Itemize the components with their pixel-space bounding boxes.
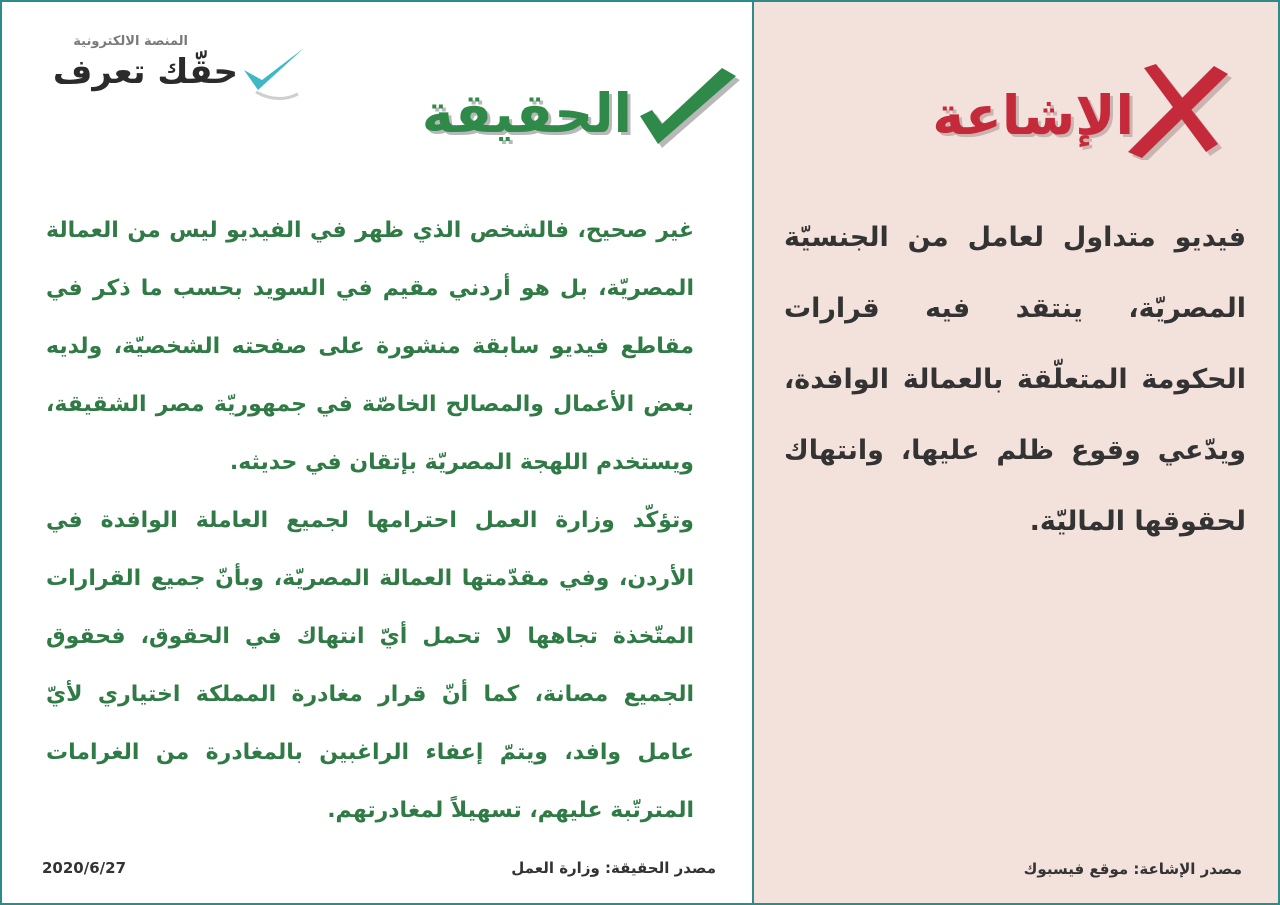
rumor-heading: الإشاعة xyxy=(932,84,1134,147)
rumor-panel xyxy=(752,2,1280,903)
logo-subtitle: المنصة الالكترونية xyxy=(73,34,188,49)
logo xyxy=(38,32,308,102)
fact-source: مصدر الحقيقة: وزارة العمل xyxy=(511,859,716,877)
fact-paragraph: وتؤكّد وزارة العمل احترامها لجميع العاملة الوافدة في الأردن، وفي مقدّمتها العمالة المصريّة، وبأنّ جميع القرارات المتّخذة تجاهها لا تحمل أيّ انتهاك في الحقوق، فحقوق الجميع مصانة، كما أنّ قرار مغادرة المملكة اختياري لأيّ عامل وافد، ويتمّ إعفاء الراغبين بالمغادرة من الغرامات المترتّبة عليهم، تسهيلاً لمغادرتهم. xyxy=(46,508,694,823)
fact-panel xyxy=(2,2,752,903)
fact-text xyxy=(46,202,694,840)
fact-paragraph: غير صحيح، فالشخص الذي ظهر في الفيديو ليس من العمالة المصريّة، بل هو أردني مقيم في السويد بحسب ما ذكر في مقاطع فيديو سابقة منشورة على صفحته الشخصيّة، ولديه بعض الأعمال والمصالح الخاصّة في جمهوريّة مصر الشقيقة، ويستخدم اللهجة المصريّة بإتقان في حديثه. xyxy=(46,218,694,475)
logo-name: حقّك تعرف xyxy=(52,52,238,92)
check-icon xyxy=(238,40,308,102)
fact-heading: الحقيقة xyxy=(421,82,632,145)
check-mark-icon xyxy=(632,62,742,152)
publish-date: 2020/6/27 xyxy=(42,859,127,877)
rumor-source: مصدر الإشاعة: موقع فيسبوك xyxy=(1023,860,1242,878)
x-mark-icon xyxy=(1114,60,1234,160)
rumor-text: فيديو متداول لعامل من الجنسيّة المصريّة، ينتقد فيه قرارات الحكومة المتعلّقة بالعمالة الوافدة، ويدّعي وقوع ظلم عليها، وانتهاك لحقوقها الماليّة. xyxy=(784,222,1246,537)
